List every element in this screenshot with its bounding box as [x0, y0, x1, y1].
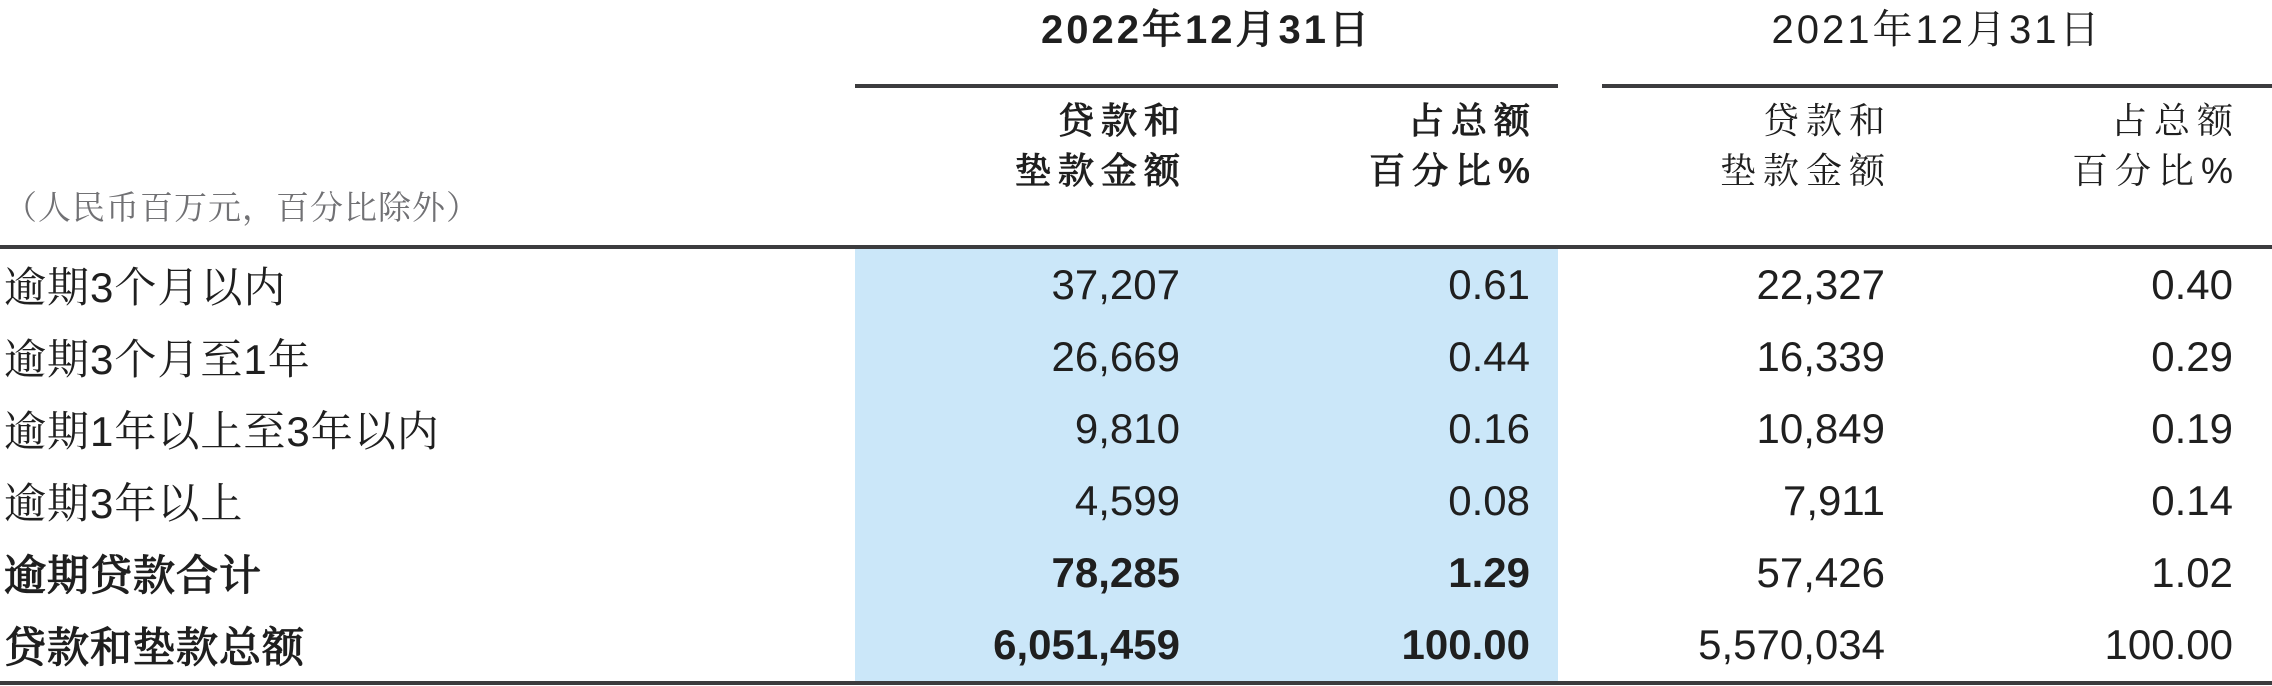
- col-header-line: 垫款金额: [1014, 150, 1187, 191]
- group-gap: [1558, 465, 1602, 537]
- cell-2022-percent: 0.08: [1180, 465, 1558, 537]
- col-header-line: 百分比%: [1368, 150, 1537, 191]
- cell-2022-percent: 0.44: [1180, 321, 1558, 393]
- group-gap: [1558, 86, 1602, 247]
- row-label: 逾期贷款合计: [4, 552, 263, 599]
- col-header-line: 贷款和: [1057, 100, 1187, 141]
- cell-2022-amount: 6,051,459: [855, 609, 1180, 683]
- cell-2022-percent: 0.16: [1180, 393, 1558, 465]
- cell-2021-percent: 1.02: [2151, 549, 2233, 596]
- col-header-line: 占总额: [2110, 100, 2240, 141]
- cell-2021-percent: 0.14: [2151, 477, 2233, 524]
- col-header-2022-percent: [1180, 86, 1558, 247]
- cell-2022-percent: 0.61: [1180, 247, 1558, 321]
- year-header-spacer: [0, 0, 855, 86]
- table-row-overdue-1y-to-3y: [0, 393, 2272, 465]
- cell-2021-amount: 16,339: [1756, 333, 1885, 380]
- group-gap: [1558, 321, 1602, 393]
- cell-2022-amount: 37,207: [855, 247, 1180, 321]
- cell-2022-percent: 1.29: [1180, 537, 1558, 609]
- col-header-2022-amount: [855, 86, 1187, 247]
- row-label: 逾期1年以上至3年以内: [4, 408, 440, 455]
- col-header-line: 贷款和: [1762, 100, 1892, 141]
- column-group-2021-header: 2021年12月31日: [1602, 0, 2272, 86]
- cell-2021-percent: 0.19: [2151, 405, 2233, 452]
- row-label: 逾期3年以上: [4, 480, 244, 527]
- group-gap: [1558, 393, 1602, 465]
- cell-2022-amount: 4,599: [855, 465, 1180, 537]
- cell-2021-amount: 10,849: [1756, 405, 1885, 452]
- cell-2021-percent: 0.29: [2151, 333, 2233, 380]
- col-header-line: 占总额: [1407, 100, 1537, 141]
- year-header-row: [0, 0, 2272, 86]
- group-gap: [1558, 247, 1602, 321]
- cell-2021-amount: 57,426: [1756, 549, 1885, 596]
- col-header-2021-percent: [1885, 86, 2272, 247]
- cell-2021-percent: 100.00: [1885, 609, 2272, 683]
- col-header-2021-amount: [1602, 86, 1892, 247]
- table-row-loans-grand-total: [0, 609, 2272, 683]
- row-label: 逾期3个月至1年: [4, 336, 311, 383]
- cell-2021-percent: 0.40: [2151, 261, 2233, 308]
- table-row-overdue-within-3m: [0, 247, 2272, 321]
- unit-note: （人民币百万元，百分比除外）: [0, 86, 855, 247]
- cell-2022-amount: 9,810: [855, 393, 1180, 465]
- group-gap: [1558, 537, 1602, 609]
- cell-2022-amount: 78,285: [855, 537, 1180, 609]
- group-gap: [1558, 0, 1602, 86]
- table-row-overdue-over-3y: [0, 465, 2272, 537]
- row-label: 贷款和垫款总额: [0, 609, 855, 683]
- col-header-line: 垫款金额: [1719, 150, 1892, 191]
- col-header-line: 百分比%: [2071, 150, 2240, 191]
- group-gap: [1558, 609, 1602, 683]
- cell-2021-amount: 5,570,034: [1602, 609, 1885, 683]
- cell-2021-amount: 22,327: [1756, 261, 1885, 308]
- cell-2022-percent: 100.00: [1180, 609, 1558, 683]
- column-group-2022-header: 2022年12月31日: [855, 0, 1558, 86]
- row-label: 逾期3个月以内: [4, 264, 287, 311]
- cell-2022-amount: 26,669: [855, 321, 1180, 393]
- cell-2021-amount: 7,911: [1783, 477, 1885, 524]
- table-row-overdue-total: [0, 537, 2272, 609]
- table-row-overdue-3m-to-1y: [0, 321, 2272, 393]
- column-header-row: [0, 86, 2272, 247]
